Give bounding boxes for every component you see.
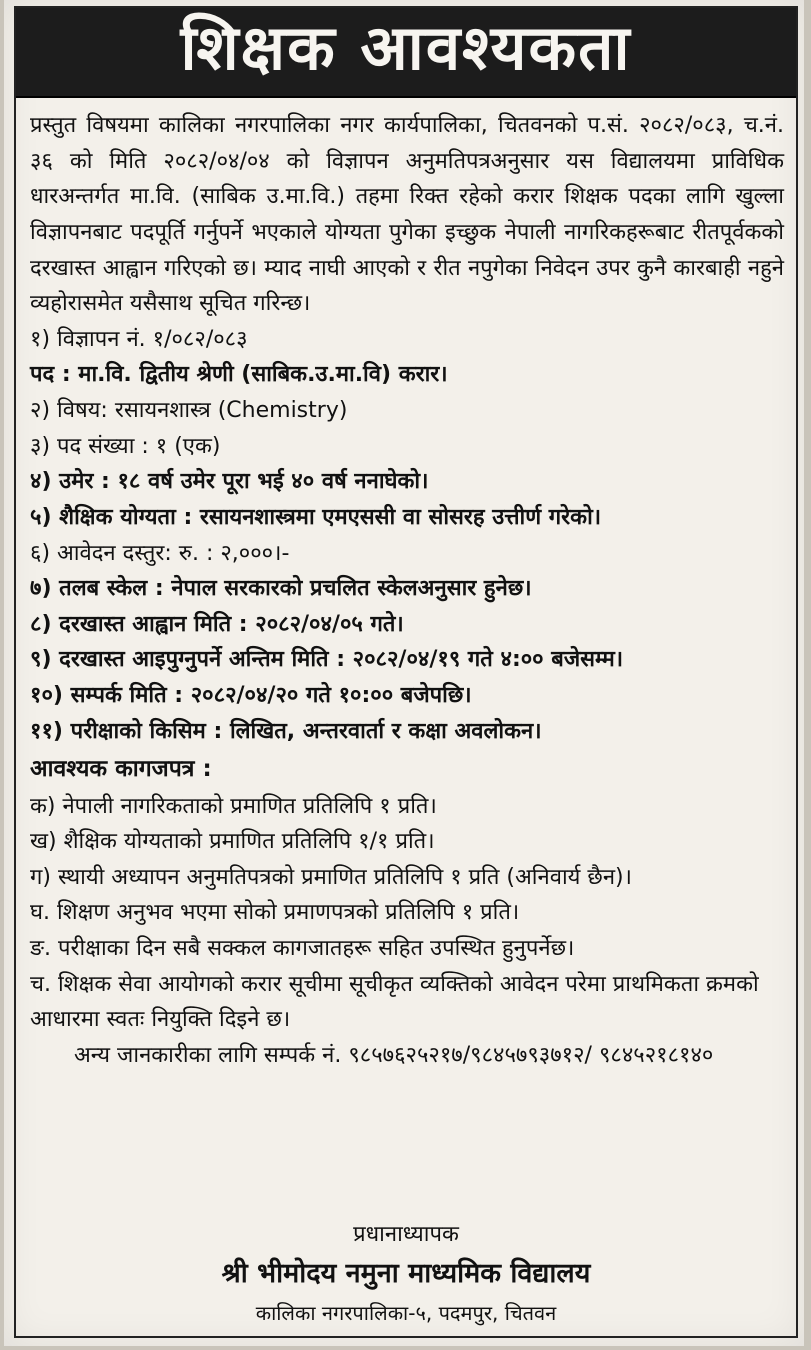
document-item-experience: घ. शिक्षण अनुभव भएमा सोको प्रमाणपत्रको प्रतिलिपि १ प्रति।: [30, 900, 520, 926]
document-item-qualification: ख) शैक्षिक योग्यताको प्रमाणित प्रतिलिपि १/१ प्रति।: [30, 829, 435, 855]
notice-title: शिक्षक आवश्यकता: [180, 11, 632, 84]
item-contact-date: १०) सम्पर्क मिति : २०८२/०४/२० गते १०:०० बजेपछि।: [30, 683, 472, 708]
notice-sheet: [4, 0, 804, 1346]
intro-paragraph: प्रस्तुत विषयमा कालिका नगरपालिका नगर कार्यपालिका, चितवनको प.सं. २०८२/०८३, च.नं. ३६ को मिति २०८२/०४/०४ को विज्ञापन अनुमतिपत्रअनुसार यस विद्यालयमा प्राविधिक धारअन्तर्गत मा.वि. (साबिक उ.मा.वि.) तहमा रिक्त रहेको करार शिक्षक पदका लागि खुल्ला विज्ञापनबाट पदपूर्ति गर्नुपर्ने भएकाले योग्यता पुगेका इच्छुक नेपाली नागरिकहरूबाट रीतपूर्वकको दरखास्त आह्वान गरिएको छ। म्याद नाघी आएको र रीत नपुगेका निवेदन उपर कुनै कारबाही नहुने व्यहोरासमेत यसैसाथ सूचित गरिन्छ।: [30, 113, 784, 317]
item-call-date: ८) दरखास्त आह्वान मिति : २०८२/०४/०५ गते।: [30, 611, 404, 637]
item-age: ४) उमेर : १८ वर्ष उमेर पूरा भई ४० वर्ष ननाघेको।: [30, 469, 429, 495]
notice-body: [30, 108, 784, 1074]
school-name: श्री भीमोदय नमुना माध्यमिक विद्यालय: [221, 1258, 591, 1289]
document-item-originals: ङ. परीक्षाका दिन सबै सक्कल कागजातहरू सहित उपस्थित हुनुपर्नेछ।: [30, 936, 575, 961]
notice-frame: [14, 6, 798, 1338]
item-subject: २) विषय: रसायनशास्त्र (Chemistry): [30, 398, 348, 423]
school-address: कालिका नगरपालिका-५, पदमपुर, चितवन: [255, 1300, 557, 1325]
item-deadline: ९) दरखास्त आइपुग्नुपर्ने अन्तिम मिति : २०८२/०४/१९ गते ४:०० बजेसम्म।: [30, 647, 624, 673]
title-banner: [16, 8, 796, 98]
item-exam-type: ११) परीक्षाको किसिम : लिखित, अन्तरवार्ता र कक्षा अवलोकन।: [30, 718, 542, 744]
document-item-priority: च. शिक्षक सेवा आयोगको करार सूचीमा सूचीकृत व्यक्तिको आवेदन परेमा प्राथमिकता क्रमको आधारमा स्वतः नियुक्ति दिइने छ।: [30, 971, 759, 1033]
item-post-count: ३) पद संख्या : १ (एक): [30, 433, 221, 459]
item-salary-scale: ७) तलब स्केल : नेपाल सरकारको प्रचलित स्केलअनुसार हुनेछ।: [30, 576, 532, 602]
signatory-title: प्रधानाध्यापक: [353, 1222, 459, 1247]
item-advertisement-number: १) विज्ञापन नं. १/०८२/०८३: [30, 326, 248, 352]
signature-block: [16, 1218, 796, 1327]
item-qualification: ५) शैक्षिक योग्यता : रसायनशास्त्रमा एमएससी वा सोसरह उत्तीर्ण गरेको।: [30, 504, 602, 530]
document-item-citizenship: क) नेपाली नागरिकताको प्रमाणित प्रतिलिपि १ प्रति।: [30, 793, 437, 819]
item-application-fee: ६) आवेदन दस्तुर: रु. : २,०००।-: [30, 540, 290, 566]
item-post: पद : मा.वि. द्वितीय श्रेणी (साबिक.उ.मा.वि) करार।: [30, 362, 448, 388]
document-item-teaching-license: ग) स्थायी अध्यापन अनुमतिपत्रको प्रमाणित प्रतिलिपि १ प्रति (अनिवार्य छैन)।: [30, 864, 632, 890]
contact-numbers: अन्य जानकारीका लागि सम्पर्क नं. ९८५७६२५२१७/९८४५७९३७१२/ ९८४५२१८१४०: [74, 1042, 714, 1068]
documents-heading: आवश्यक कागजपत्र :: [30, 756, 212, 783]
